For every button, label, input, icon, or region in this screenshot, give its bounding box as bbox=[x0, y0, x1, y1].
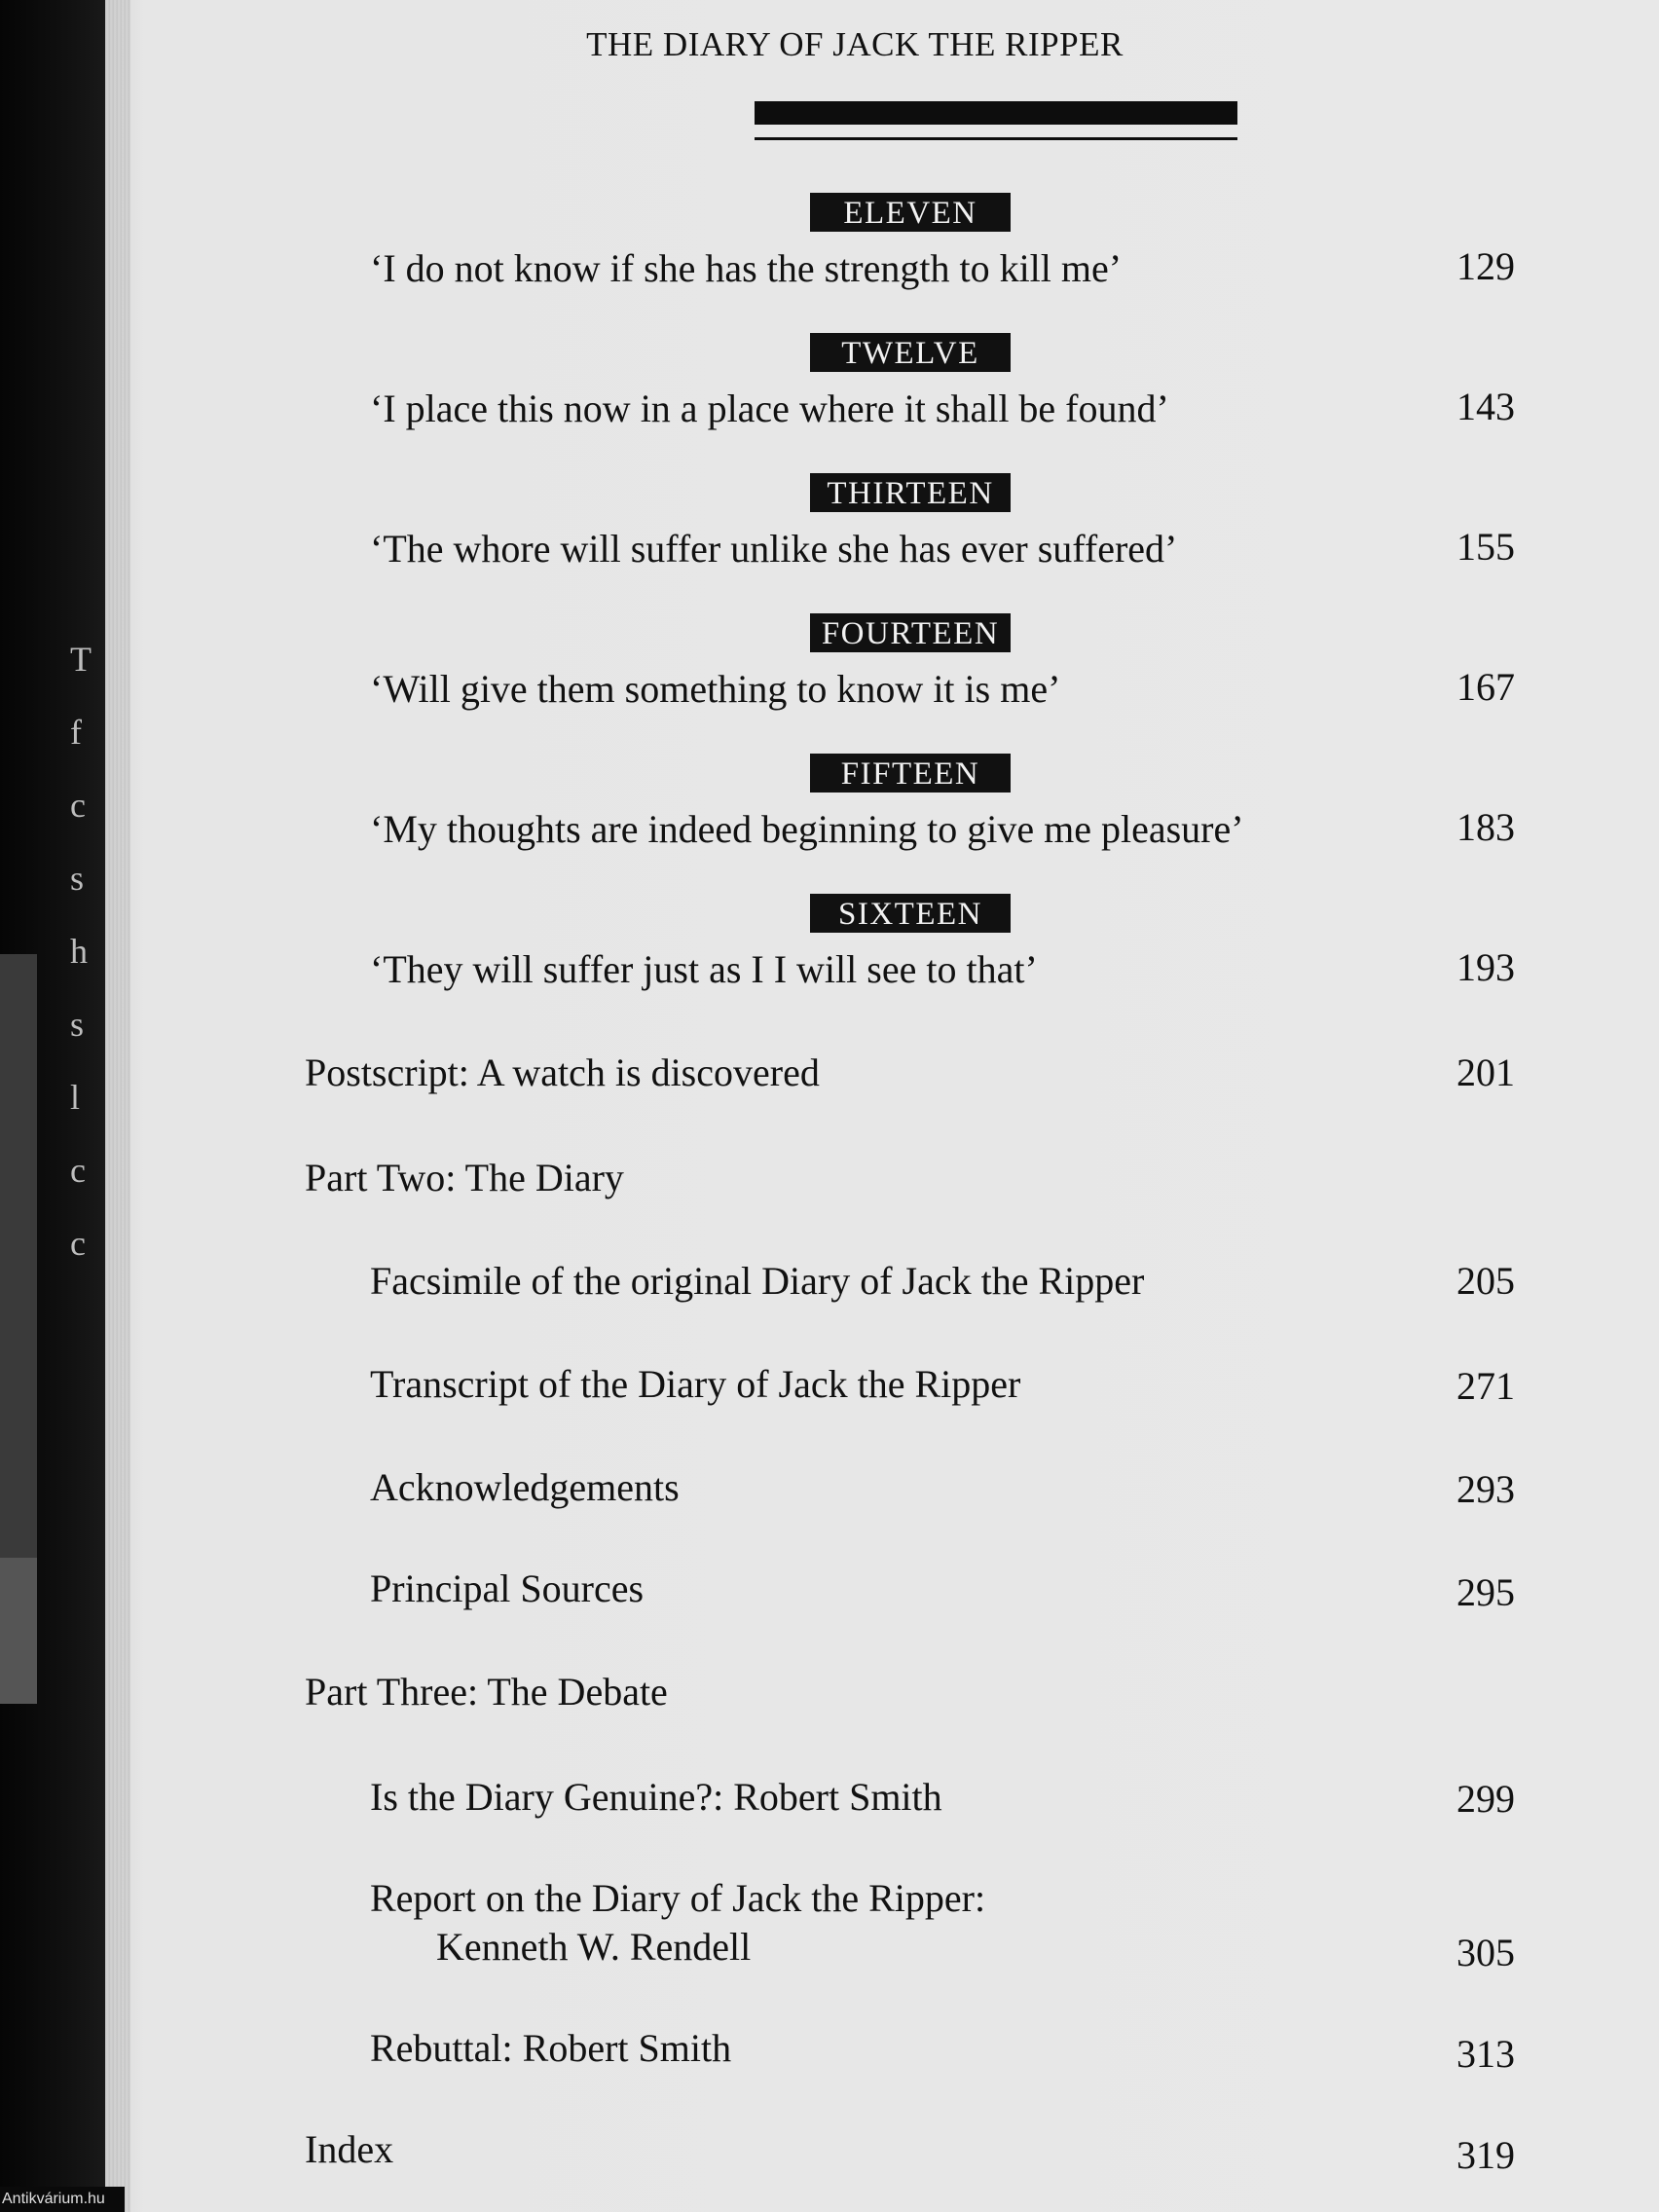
page-number: 295 bbox=[1456, 1570, 1515, 1614]
contents-entry: Report on the Diary of Jack the Ripper: bbox=[370, 1876, 986, 1920]
contents-entry: Facsimile of the original Diary of Jack the Ripper bbox=[370, 1259, 1145, 1303]
previous-page-letter: l bbox=[70, 1078, 81, 1117]
part-heading: Part Three: The Debate bbox=[305, 1670, 668, 1714]
page-number: 143 bbox=[1456, 385, 1515, 428]
previous-page-letter: T bbox=[70, 640, 92, 679]
contents-page bbox=[105, 0, 1659, 2212]
page-number: 293 bbox=[1456, 1467, 1515, 1511]
contents-entry: Principal Sources bbox=[370, 1567, 645, 1610]
contents-entry-continuation: Kenneth W. Rendell bbox=[436, 1925, 752, 1969]
chapter-label: FOURTEEN bbox=[810, 613, 1011, 652]
page-number: 205 bbox=[1456, 1259, 1515, 1303]
contents-entry: Acknowledgements bbox=[370, 1465, 680, 1509]
previous-page-letter: c bbox=[70, 1151, 86, 1190]
chapter-label: FIFTEEN bbox=[810, 754, 1011, 793]
chapter-label: ELEVEN bbox=[810, 193, 1011, 232]
page-number: 183 bbox=[1456, 805, 1515, 849]
chapter-label: THIRTEEN bbox=[810, 473, 1011, 512]
page-number: 201 bbox=[1456, 1051, 1515, 1094]
chapter-label: TWELVE bbox=[810, 333, 1011, 372]
previous-page-letter: s bbox=[70, 1005, 85, 1044]
chapter-title: ‘I place this now in a place where it shall be found’ bbox=[370, 387, 1169, 430]
page-number: 167 bbox=[1456, 665, 1515, 709]
page-number: 313 bbox=[1456, 2032, 1515, 2076]
header-rule-thick bbox=[755, 101, 1237, 125]
previous-page-letter: f bbox=[70, 713, 82, 752]
chapter-label: SIXTEEN bbox=[810, 894, 1011, 933]
previous-page-edge-text bbox=[70, 623, 109, 1305]
part-heading: Part Two: The Diary bbox=[305, 1156, 624, 1199]
page-number: 319 bbox=[1456, 2133, 1515, 2177]
contents-entry: Rebuttal: Robert Smith bbox=[370, 2026, 732, 2070]
index-entry: Index bbox=[305, 2127, 394, 2171]
page-number: 155 bbox=[1456, 525, 1515, 569]
postscript-title: Postscript: A watch is discovered bbox=[305, 1051, 820, 1094]
previous-page-letter: s bbox=[70, 859, 85, 898]
running-head: THE DIARY OF JACK THE RIPPER bbox=[586, 25, 1124, 63]
chapter-title: ‘They will suffer just as I I will see to that’ bbox=[370, 947, 1038, 991]
previous-page-letter: c bbox=[70, 1224, 86, 1263]
chapter-title: ‘The whore will suffer unlike she has ever suffered’ bbox=[370, 527, 1178, 571]
background-object-highlight bbox=[0, 1558, 37, 1704]
watermark: Antikvárium.hu bbox=[0, 2187, 125, 2212]
chapter-title: ‘Will give them something to know it is me’ bbox=[370, 667, 1061, 711]
previous-page-letter: c bbox=[70, 786, 86, 825]
page-number: 193 bbox=[1456, 945, 1515, 989]
header-rule-thin bbox=[755, 137, 1237, 140]
contents-entry: Is the Diary Genuine?: Robert Smith bbox=[370, 1775, 942, 1819]
page-number: 299 bbox=[1456, 1777, 1515, 1821]
page-number: 129 bbox=[1456, 244, 1515, 288]
page-number: 305 bbox=[1456, 1931, 1515, 1974]
contents-entry: Transcript of the Diary of Jack the Ripper bbox=[370, 1362, 1021, 1406]
chapter-title: ‘I do not know if she has the strength to kill me’ bbox=[370, 246, 1123, 290]
page-gutter-edge bbox=[105, 0, 130, 2212]
previous-page-letter: h bbox=[70, 932, 88, 971]
chapter-title: ‘My thoughts are indeed beginning to give me pleasure’ bbox=[370, 807, 1244, 851]
page-number: 271 bbox=[1456, 1364, 1515, 1408]
